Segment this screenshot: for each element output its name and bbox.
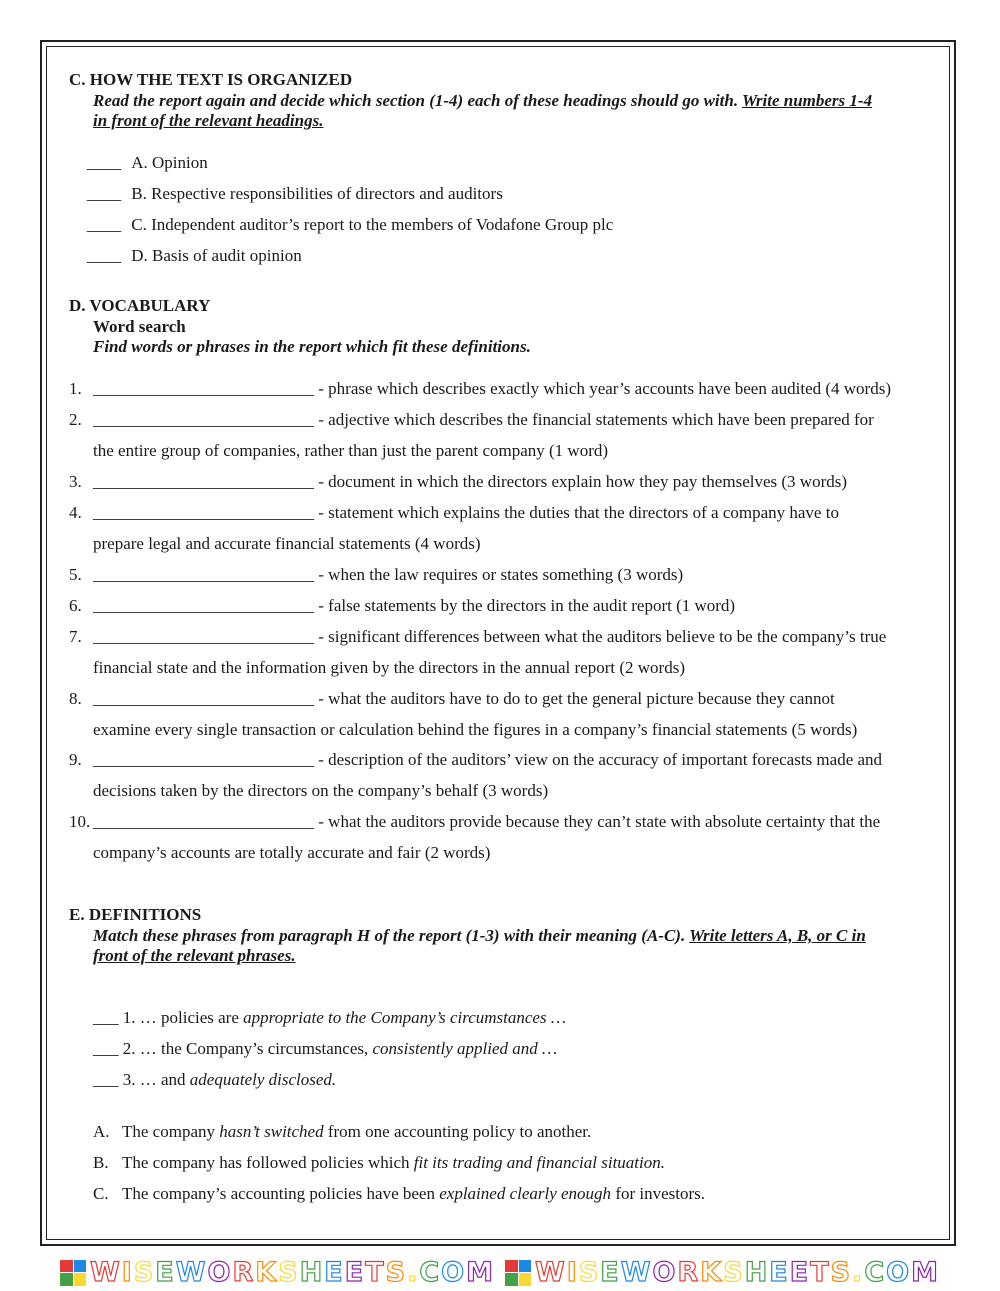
vocab-item-10-cont: company’s accounts are totally accurate and fair (2 words) xyxy=(93,843,491,862)
vocab-item-6: 6. __________________________ - false statements by the directors in the audit report (1 word) xyxy=(69,596,736,615)
answer-blank[interactable]: __________________________ xyxy=(93,596,314,615)
wiseworksheets-logo-icon xyxy=(60,1260,86,1286)
vocab-item-3: 3. __________________________ - document in which the directors explain how they pay themselves (3 words) xyxy=(69,472,848,491)
vocab-item-4-cont: prepare legal and accurate financial statements (4 words) xyxy=(93,534,481,553)
answer-blank[interactable]: ____ xyxy=(87,153,121,172)
answer-blank[interactable]: __________________________ xyxy=(93,750,314,769)
wiseworksheets-logo-icon xyxy=(505,1260,531,1286)
watermark-footer xyxy=(0,1254,1000,1291)
answer-blank[interactable]: __________________________ xyxy=(93,503,314,522)
answer-blank[interactable]: __________________________ xyxy=(93,812,314,831)
section-e-instruction-line1: Match these phrases from paragraph H of the report (1-3) with their meaning (A-C). Write letters A, B, or C in xyxy=(93,926,866,945)
section-c-instruction-line2: in front of the relevant headings. xyxy=(93,111,324,130)
section-e-heading: E. DEFINITIONS xyxy=(69,905,202,924)
meaning-item-c: C. The company’s accounting policies have been explained clearly enough for investors. xyxy=(93,1184,706,1203)
vocab-item-7: 7. __________________________ - significant differences between what the auditors believe to be the company’s true xyxy=(69,627,887,646)
answer-blank[interactable]: __________________________ xyxy=(93,689,314,708)
vocab-item-4: 4. __________________________ - statement which explains the duties that the directors of a company have to xyxy=(69,503,839,522)
vocab-item-10: 10. __________________________ - what the auditors provide because they can’t state with absolute certainty that the xyxy=(69,812,881,831)
vocab-item-2: 2. __________________________ - adjective which describes the financial statements which have been prepared for xyxy=(69,410,874,429)
heading-item-c: ____ C. Independent auditor’s report to the members of Vodafone Group plc xyxy=(87,215,614,234)
phrase-item-2: ___ 2. … the Company’s circumstances, consistently applied and … xyxy=(93,1039,558,1058)
answer-blank[interactable]: __________________________ xyxy=(93,565,314,584)
phrase-item-1: ___ 1. … policies are appropriate to the Company’s circumstances … xyxy=(93,1008,566,1027)
meaning-item-a: A. The company hasn’t switched from one accounting policy to another. xyxy=(93,1122,592,1141)
answer-blank[interactable]: ____ xyxy=(87,184,121,203)
answer-blank[interactable]: __________________________ xyxy=(93,627,314,646)
vocab-item-7-cont: financial state and the information given by the directors in the annual report (2 words) xyxy=(93,658,685,677)
vocab-item-9: 9. __________________________ - description of the auditors’ view on the accuracy of important forecasts made and xyxy=(69,750,883,769)
answer-blank[interactable]: __________________________ xyxy=(93,472,314,491)
section-d-subheading: Word search xyxy=(93,317,186,336)
vocab-item-5: 5. __________________________ - when the law requires or states something (3 words) xyxy=(69,565,684,584)
heading-item-d: ____ D. Basis of audit opinion xyxy=(87,246,302,265)
answer-blank[interactable]: __________________________ xyxy=(93,410,314,429)
heading-item-a: ____ A. Opinion xyxy=(87,153,208,172)
vocab-item-8: 8. __________________________ - what the auditors have to do to get the general picture because they cannot xyxy=(69,689,835,708)
watermark-text: WISEWORKSHEETS.COM xyxy=(90,1256,495,1288)
vocab-item-8-cont: examine every single transaction or calculation behind the figures in a company’s financial statements (5 words) xyxy=(93,720,858,739)
heading-item-b: ____ B. Respective responsibilities of directors and auditors xyxy=(87,184,503,203)
section-d-instruction: Find words or phrases in the report which fit these definitions. xyxy=(93,337,531,356)
watermark-2 xyxy=(505,1258,940,1288)
answer-blank[interactable]: ____ xyxy=(87,246,121,265)
section-c-instruction-line1: Read the report again and decide which section (1-4) each of these headings should go with. Write numbers 1-4 xyxy=(93,91,873,110)
watermark-1 xyxy=(60,1258,495,1288)
phrase-item-3: ___ 3. … and adequately disclosed. xyxy=(93,1070,337,1089)
meaning-item-b: B. The company has followed policies which fit its trading and financial situation. xyxy=(93,1153,666,1172)
vocab-item-1: 1. __________________________ - phrase which describes exactly which year’s accounts have been audited (4 words) xyxy=(69,379,891,398)
section-c-heading: C. HOW THE TEXT IS ORGANIZED xyxy=(69,70,353,89)
answer-blank[interactable]: __________________________ xyxy=(93,379,314,398)
answer-blank[interactable]: ____ xyxy=(87,215,121,234)
watermark-text: WISEWORKSHEETS.COM xyxy=(535,1256,940,1288)
section-e-instruction-line2: front of the relevant phrases. xyxy=(93,946,296,965)
vocab-item-9-cont: decisions taken by the directors on the company’s behalf (3 words) xyxy=(93,781,549,800)
vocab-item-2-cont: the entire group of companies, rather than just the parent company (1 word) xyxy=(93,441,609,460)
section-d-heading: D. VOCABULARY xyxy=(69,296,211,315)
